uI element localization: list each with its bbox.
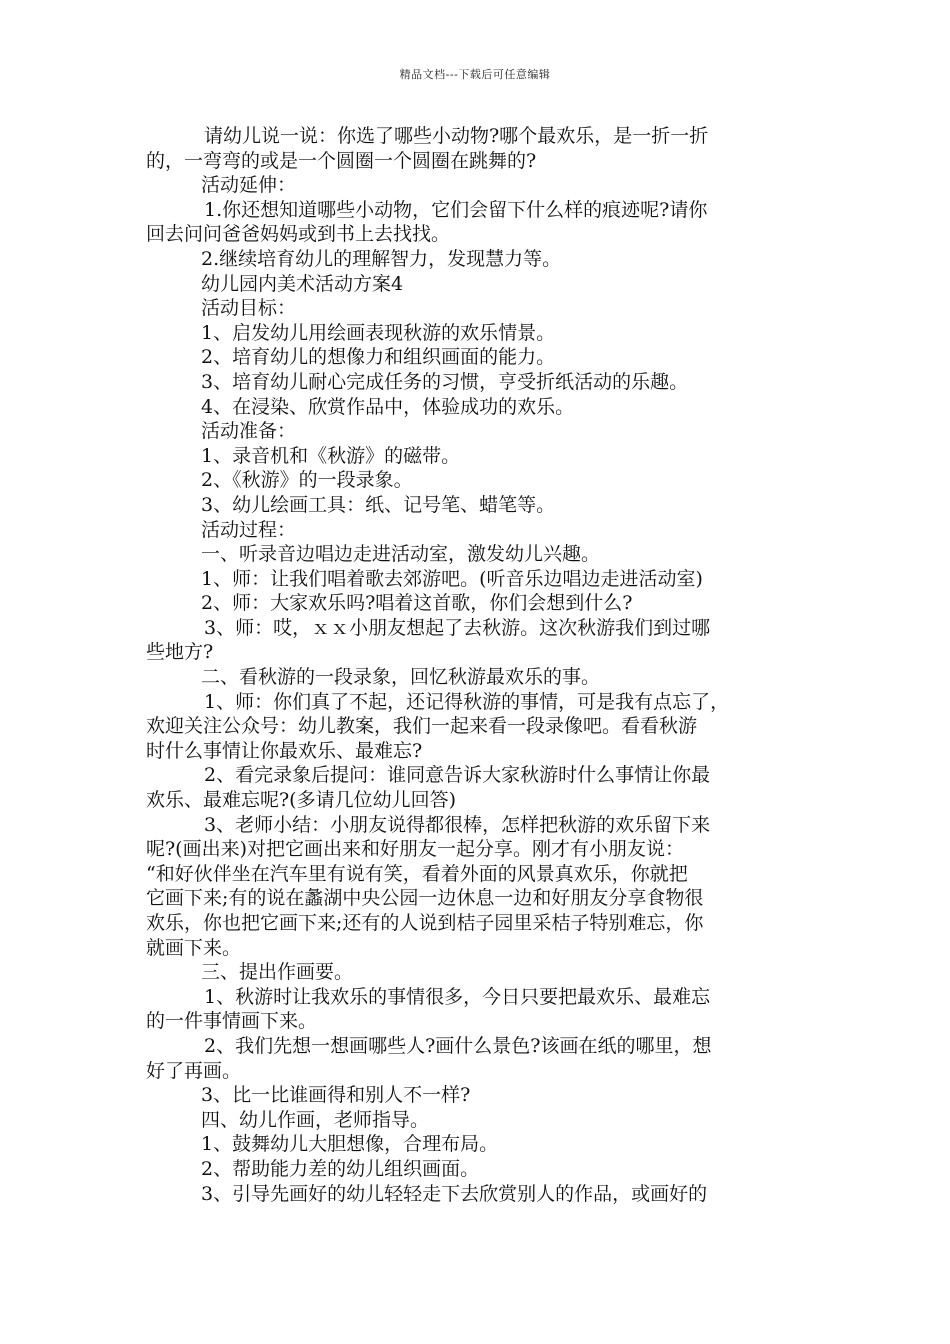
text-line: 2、师：大家欢乐吗?唱着这首歌，你们会想到什么? [201,592,633,615]
document-body [146,124,826,1206]
text-line: 3、比一比谁画得和别人不一样? [201,1084,471,1107]
text-line: 欢迎关注公众号：幼儿教案，我们一起来看一段录像吧。看看秋游 [146,715,698,738]
text-line: 4、在浸染、欣赏作品中，体验成功的欢乐。 [201,395,575,418]
text-line: 活动目标： [201,297,297,320]
text-line: 呢?(画出来)对把它画出来和好朋友一起分享。刚才有小朋友说： [146,838,685,861]
text-line: 2、培育幼儿的想像力和组织画面的能力。 [201,346,556,369]
text-line: 2.继续培育幼儿的理解智力，发现慧力等。 [201,247,562,270]
text-line: 欢乐，你也把它画下来;还有的人说到桔子园里采桔子特别难忘，你 [146,912,704,934]
text-line: 的一件事情画下来。 [146,1010,318,1033]
text-line: 四、幼儿作画，老师指导。 [201,1108,430,1131]
page-header: 精品文档---下载后可任意编辑 [399,68,551,81]
text-line: 二、看秋游的一段录象，回忆秋游最欢乐的事。 [201,666,601,689]
text-line: 2、我们先想一想画哪些人?画什么景色?该画在纸的哪里，想 [204,1034,712,1057]
text-line: 一、听录音边唱边走进活动室，激发幼儿兴趣。 [201,543,601,566]
text-line: 1.你还想知道哪些小动物，它们会留下什么样的痕迹呢?请你 [204,198,708,221]
text-line: 1、录音机和《秋游》的磁带。 [201,444,461,467]
text-line: 幼儿园内美术活动方案4 [201,272,404,295]
text-line: 2、看完录象后提问：谁同意告诉大家秋游时什么事情让你最 [204,764,711,787]
text-line: 好了再画。 [146,1059,242,1082]
text-line: 的，一弯弯的或是一个圆圈一个圆圈在跳舞的? [146,149,537,172]
text-line: 1、师：你们真了不起，还记得秋游的事情，可是我有点忘了， [204,690,730,713]
text-line: 请幼儿说一说：你选了哪些小动物?哪个最欢乐，是一折一折 [204,125,709,147]
text-line: 2、帮助能力差的幼儿组织画面。 [201,1157,480,1180]
text-line: 2、《秋游》的一段录象。 [201,469,413,492]
text-line: 活动延伸： [201,174,297,197]
text-line: 活动过程： [201,518,297,541]
text-line: 回去问问爸爸妈妈或到书上去找找。 [146,223,451,246]
text-line: 3、老师小结：小朋友说得都很棒，怎样把秋游的欢乐留下来 [204,813,711,836]
text-line: 些地方? [146,641,214,664]
text-line: 时什么事情让你最欢乐、最难忘? [146,739,423,762]
text-line: 1、师：让我们唱着歌去郊游吧。(听音乐边唱边走进活动室) [201,567,703,590]
text-line: 1、鼓舞幼儿大胆想像，合理布局。 [201,1133,499,1156]
text-line: 欢乐、最难忘呢?(多请几位幼儿回答) [146,789,457,812]
text-line: 1、启发幼儿用绘画表现秋游的欢乐情景。 [201,321,556,344]
text-line: 它画下来;有的说在蠡湖中央公园一边休息一边和好朋友分享食物很 [146,887,704,910]
text-line: 3、培育幼儿耐心完成任务的习惯，亨受折纸活动的乐趣。 [201,370,689,393]
text-line: 3、幼儿绘画工具：纸、记号笔、蜡笔等。 [201,493,556,516]
text-line: 3、师：哎，ｘｘ小朋友想起了去秋游。这次秋游我们到过哪 [204,616,711,639]
text-line: 三、提出作画要。 [201,961,354,984]
text-line: 3、引导先画好的幼儿轻轻走下去欣赏别人的作品，或画好的 [201,1182,708,1205]
text-line: “和好伙伴坐在汽车里有说有笑，看着外面的风景真欢乐，你就把 [146,862,688,885]
text-line: 就画下来。 [146,936,242,959]
text-line: 活动准备： [201,420,297,443]
text-line: 1、秋游时让我欢乐的事情很多，今日只要把最欢乐、最难忘 [204,985,711,1008]
